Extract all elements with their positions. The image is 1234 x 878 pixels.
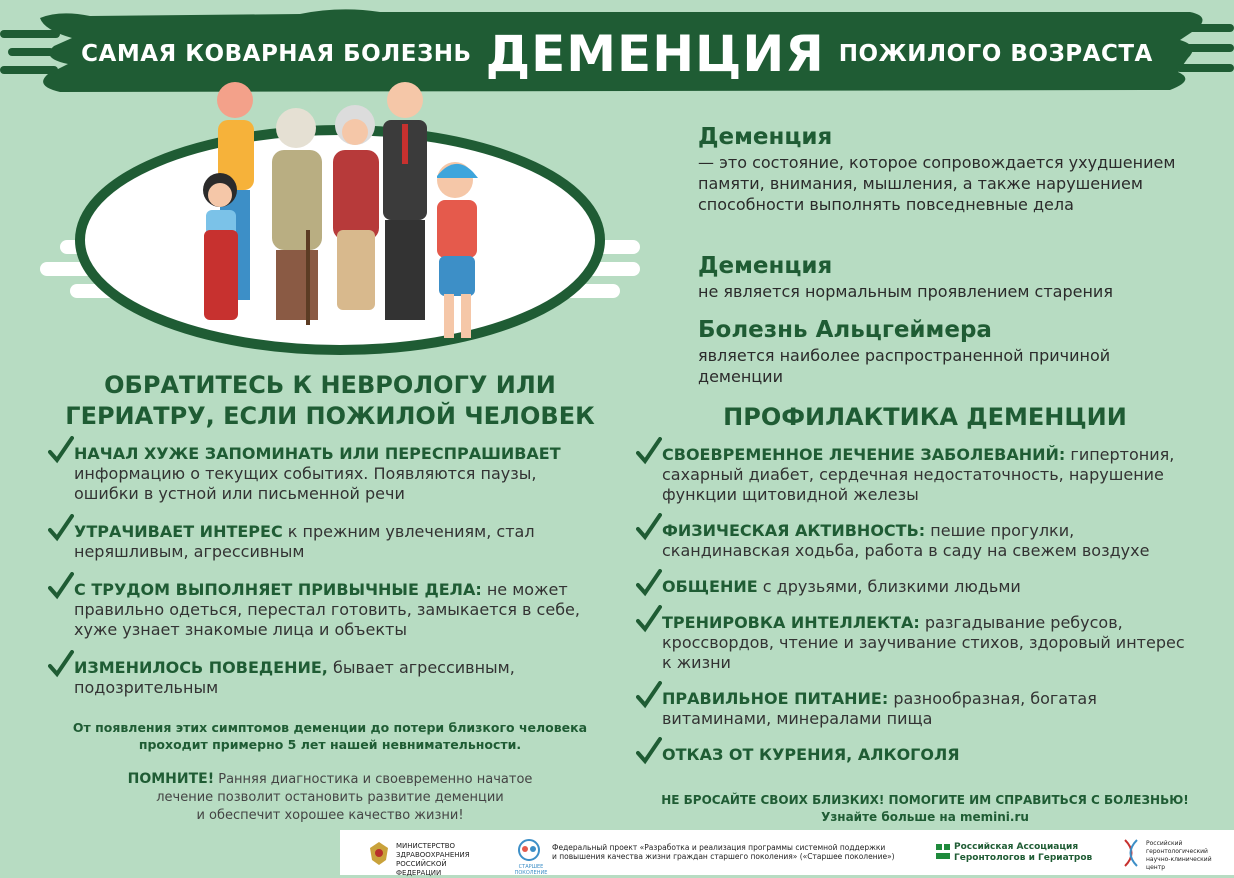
symptoms-list	[48, 444, 588, 698]
left-section-title	[60, 370, 600, 432]
prevention-bold: ФИЗИЧЕСКАЯ АКТИВНОСТЬ:	[662, 521, 926, 540]
checkmark-icon	[636, 737, 662, 765]
girl-figure	[203, 173, 238, 320]
remember-line3: и обеспечит хорошее качество жизни!	[196, 808, 464, 823]
note-line2: проходит примерно 5 лет нашей невнимательности.	[138, 737, 522, 752]
checkmark-icon	[48, 436, 74, 464]
prevention-bold: ОБЩЕНИЕ	[662, 577, 758, 596]
definition-text: — это состояние, которое сопровождается ухудшением памяти, внимания, мышления, а также нарушением способности выполнять повседневные дела	[698, 152, 1176, 214]
symptom-item	[48, 522, 588, 562]
definition-dementia	[698, 124, 1198, 215]
association-logo-icon	[936, 844, 950, 860]
prevention-list	[636, 445, 1196, 765]
symptom-text: бывает агрессивным, подозрительным	[74, 658, 515, 697]
prevention-item	[636, 521, 1196, 561]
symptom-text: не может правильно одеться, перестал готовить, замыкается в себе, хуже узнает знакомые лица и объекты	[74, 580, 580, 639]
prevention-item	[636, 577, 1196, 597]
prevention-text: гипертония, сахарный диабет, сердечная недостаточность, нарушение функции щитовидной железы	[662, 445, 1175, 504]
symptom-bold: С ТРУДОМ ВЫПОЛНЯЕТ ПРИВЫЧНЫЕ ДЕЛА:	[74, 580, 482, 599]
prevention-bold: ТРЕНИРОВКА ИНТЕЛЛЕКТА:	[662, 613, 920, 632]
symptom-item	[48, 444, 588, 504]
title-part2: ПОЖИЛОГО ВОЗРАСТА	[838, 41, 1153, 67]
symptom-text: информацию о текущих событиях. Появляются паузы, ошибки в устной или письменной речи	[74, 464, 537, 503]
prevention-item	[636, 445, 1196, 505]
definition-text: не является нормальным проявлением старения	[698, 281, 1113, 301]
title-part1: САМАЯ КОВАРНАЯ БОЛЕЗНЬ	[81, 41, 472, 67]
remember-line2: лечение позволит остановить развитие деменции	[156, 790, 504, 805]
remember-note	[80, 770, 580, 825]
left-title-line2: ГЕРИАТРУ, ЕСЛИ ПОЖИЛОЙ ЧЕЛОВЕК	[65, 402, 595, 430]
left-title-line1: ОБРАТИТЕСЬ К НЕВРОЛОГУ ИЛИ	[104, 371, 556, 399]
symptom-text: к прежним увлечениям, стал неряшливым, агрессивным	[74, 522, 535, 561]
checkmark-icon	[636, 569, 662, 597]
note-line1: От появления этих симптомов деменции до потери близкого человека	[72, 720, 588, 735]
title-main: ДЕМЕНЦИЯ	[485, 25, 825, 83]
prevention-item	[636, 613, 1196, 673]
prevention-item	[636, 745, 1196, 765]
cta-line2: Узнайте больше на memini.ru	[821, 810, 1029, 824]
definition-text: является наиболее распространенной причиной деменции	[698, 345, 1111, 386]
family-illustration	[40, 80, 640, 360]
remember-bold: ПОМНИТЕ!	[127, 771, 215, 787]
association-name	[954, 842, 1104, 864]
project-line1: Федеральный проект «Разработка и реализация программы системной поддержки	[552, 843, 886, 852]
coat-of-arms-icon	[368, 840, 390, 866]
checkmark-icon	[48, 650, 74, 678]
prevention-text: разгадывание ребусов, кроссвордов, чтение и заучивание стихов, здоровый интерес к жизни	[662, 613, 1185, 672]
father-figure	[383, 82, 427, 320]
prevention-text: с друзьями, близкими людьми	[757, 577, 1021, 596]
project-description	[552, 843, 922, 861]
project-line2: и повышения качества жизни граждан старшего поколения» («Старшее поколение»)	[552, 852, 895, 861]
checkmark-icon	[636, 513, 662, 541]
checkmark-icon	[48, 514, 74, 542]
prevention-bold: ПРАВИЛЬНОЕ ПИТАНИЕ:	[662, 689, 889, 708]
footer-logos	[340, 830, 1234, 875]
definition-not-aging	[698, 253, 1198, 302]
prevention-text: разнообразная, богатая витаминами, минералами пища	[662, 689, 1097, 728]
remember-line1: Ранняя диагностика и своевременно начатое	[214, 772, 533, 787]
prevention-item	[636, 689, 1196, 729]
cta-line1: НЕ БРОСАЙТЕ СВОИХ БЛИЗКИХ! ПОМОГИТЕ ИМ СПРАВИТЬСЯ С БОЛЕЗНЬЮ!	[661, 793, 1189, 807]
association-line1: Российская Ассоциация	[954, 842, 1079, 852]
definition-title: Болезнь Альцгеймера	[698, 317, 992, 343]
symptom-bold: ИЗМЕНИЛОСЬ ПОВЕДЕНИЕ,	[74, 658, 328, 677]
checkmark-icon	[48, 572, 74, 600]
ministry-label: МИНИСТЕРСТВО ЗДРАВООХРАНЕНИЯ РОССИЙСКОЙ ФЕДЕРАЦИИ	[396, 842, 470, 877]
prevention-text: пешие прогулки, скандинавская ходьба, работа в саду на свежем воздухе	[662, 521, 1150, 560]
definition-title: Деменция	[698, 124, 833, 150]
definition-alzheimer	[698, 317, 1198, 387]
center-label: Российский геронтологический научно-клинический центр	[1146, 840, 1212, 871]
checkmark-icon	[636, 605, 662, 633]
prevention-bold: СВОЕВРЕМЕННОЕ ЛЕЧЕНИЕ ЗАБОЛЕВАНИЙ:	[662, 445, 1066, 464]
definition-title: Деменция	[698, 253, 833, 279]
symptom-bold: УТРАЧИВАЕТ ИНТЕРЕС	[74, 522, 283, 541]
association-line2: Геронтологов и Гериатров	[954, 853, 1093, 863]
symptom-item	[48, 580, 588, 640]
right-section-title: ПРОФИЛАКТИКА ДЕМЕНЦИИ	[723, 403, 1127, 431]
call-to-action	[640, 792, 1210, 826]
timeline-note	[60, 719, 600, 753]
project-logo-text: СТАРШЕЕ ПОКОЛЕНИЕ	[514, 864, 548, 876]
dna-logo-icon	[1120, 838, 1142, 868]
symptom-bold: НАЧАЛ ХУЖЕ ЗАПОМИНАТЬ ИЛИ ПЕРЕСПРАШИВАЕТ	[74, 444, 561, 463]
checkmark-icon	[636, 437, 662, 465]
symptom-item	[48, 658, 588, 698]
checkmark-icon	[636, 681, 662, 709]
prevention-bold: ОТКАЗ ОТ КУРЕНИЯ, АЛКОГОЛЯ	[662, 745, 960, 764]
